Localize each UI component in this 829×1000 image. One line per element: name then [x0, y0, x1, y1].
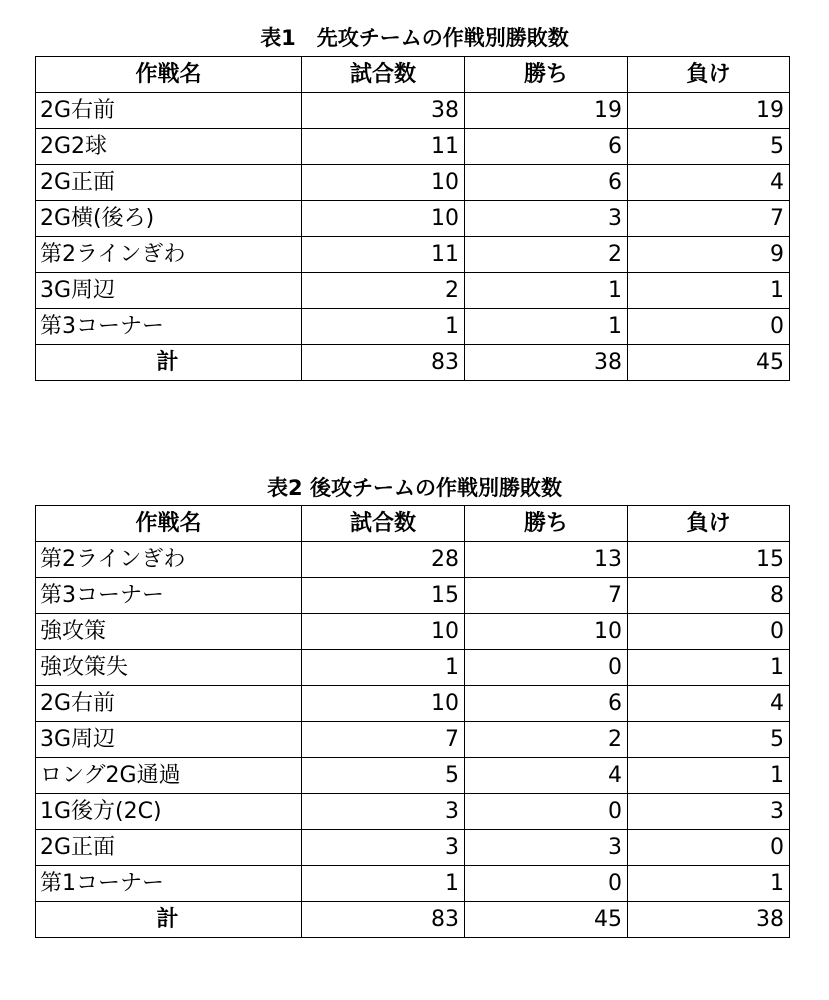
table-row — [36, 165, 790, 201]
strategy-cell: 2G右前 — [36, 686, 302, 722]
total-wins-cell: 38 — [465, 345, 628, 381]
total-wins-cell: 45 — [465, 902, 628, 938]
table-row — [36, 794, 790, 830]
games-cell: 10 — [302, 201, 465, 237]
wins-cell: 7 — [465, 578, 628, 614]
strategy-cell: 2G横(後ろ) — [36, 201, 302, 237]
table-row — [36, 93, 790, 129]
total-row — [36, 902, 790, 938]
games-cell: 3 — [302, 830, 465, 866]
losses-cell: 0 — [628, 830, 790, 866]
strategy-cell: 2G正面 — [36, 165, 302, 201]
losses-cell: 1 — [628, 273, 790, 309]
wins-cell: 1 — [465, 309, 628, 345]
header-games: 試合数 — [302, 506, 465, 542]
games-cell: 5 — [302, 758, 465, 794]
games-cell: 10 — [302, 686, 465, 722]
strategy-cell: 3G周辺 — [36, 273, 302, 309]
header-wins: 勝ち — [465, 506, 628, 542]
table-row — [36, 830, 790, 866]
wins-cell: 2 — [465, 237, 628, 273]
losses-cell: 4 — [628, 686, 790, 722]
strategy-cell: 強攻策失 — [36, 650, 302, 686]
strategy-cell: 第3コーナー — [36, 309, 302, 345]
table1-header-row — [36, 57, 790, 93]
wins-cell: 0 — [465, 650, 628, 686]
losses-cell: 19 — [628, 93, 790, 129]
table-row — [36, 722, 790, 758]
total-losses-cell: 38 — [628, 902, 790, 938]
wins-cell: 10 — [465, 614, 628, 650]
games-cell: 1 — [302, 866, 465, 902]
table-row — [36, 758, 790, 794]
losses-cell: 1 — [628, 650, 790, 686]
table-row — [36, 237, 790, 273]
games-cell: 11 — [302, 237, 465, 273]
losses-cell: 15 — [628, 542, 790, 578]
games-cell: 10 — [302, 614, 465, 650]
games-cell: 38 — [302, 93, 465, 129]
losses-cell: 5 — [628, 722, 790, 758]
strategy-cell: 第1コーナー — [36, 866, 302, 902]
wins-cell: 4 — [465, 758, 628, 794]
losses-cell: 8 — [628, 578, 790, 614]
losses-cell: 0 — [628, 614, 790, 650]
losses-cell: 9 — [628, 237, 790, 273]
table-row — [36, 686, 790, 722]
wins-cell: 0 — [465, 866, 628, 902]
wins-cell: 13 — [465, 542, 628, 578]
losses-cell: 3 — [628, 794, 790, 830]
wins-cell: 6 — [465, 686, 628, 722]
losses-cell: 1 — [628, 866, 790, 902]
losses-cell: 7 — [628, 201, 790, 237]
strategy-cell: 2G正面 — [36, 830, 302, 866]
strategy-cell: 第2ラインぎわ — [36, 237, 302, 273]
games-cell: 10 — [302, 165, 465, 201]
table1-caption: 表1 先攻チームの作戦別勝敗数 — [260, 26, 569, 50]
strategy-cell: 1G後方(2C) — [36, 794, 302, 830]
table1 — [35, 56, 790, 381]
losses-cell: 0 — [628, 309, 790, 345]
table-row — [36, 129, 790, 165]
wins-cell: 1 — [465, 273, 628, 309]
losses-cell: 4 — [628, 165, 790, 201]
header-strategy: 作戦名 — [36, 506, 302, 542]
losses-cell: 5 — [628, 129, 790, 165]
table-row — [36, 542, 790, 578]
strategy-cell: 2G2球 — [36, 129, 302, 165]
header-strategy: 作戦名 — [36, 57, 302, 93]
table2-header-row — [36, 506, 790, 542]
total-games-cell: 83 — [302, 345, 465, 381]
games-cell: 28 — [302, 542, 465, 578]
total-row — [36, 345, 790, 381]
table-row — [36, 273, 790, 309]
wins-cell: 2 — [465, 722, 628, 758]
strategy-cell: 3G周辺 — [36, 722, 302, 758]
table-row — [36, 614, 790, 650]
table-row — [36, 578, 790, 614]
header-wins: 勝ち — [465, 57, 628, 93]
strategy-cell: 強攻策 — [36, 614, 302, 650]
strategy-cell: 第2ラインぎわ — [36, 542, 302, 578]
table-row — [36, 201, 790, 237]
wins-cell: 19 — [465, 93, 628, 129]
games-cell: 11 — [302, 129, 465, 165]
table-row — [36, 866, 790, 902]
table-row — [36, 309, 790, 345]
wins-cell: 3 — [465, 201, 628, 237]
strategy-cell: ロング2G通過 — [36, 758, 302, 794]
table2-caption: 表2 後攻チームの作戦別勝敗数 — [267, 476, 562, 500]
header-losses: 負け — [628, 506, 790, 542]
losses-cell: 1 — [628, 758, 790, 794]
games-cell: 1 — [302, 650, 465, 686]
total-label: 計 — [36, 902, 302, 938]
header-games: 試合数 — [302, 57, 465, 93]
total-label: 計 — [36, 345, 302, 381]
total-games-cell: 83 — [302, 902, 465, 938]
strategy-cell: 第3コーナー — [36, 578, 302, 614]
wins-cell: 6 — [465, 129, 628, 165]
wins-cell: 0 — [465, 794, 628, 830]
header-losses: 負け — [628, 57, 790, 93]
strategy-cell: 2G右前 — [36, 93, 302, 129]
games-cell: 2 — [302, 273, 465, 309]
games-cell: 3 — [302, 794, 465, 830]
games-cell: 7 — [302, 722, 465, 758]
wins-cell: 3 — [465, 830, 628, 866]
total-losses-cell: 45 — [628, 345, 790, 381]
games-cell: 1 — [302, 309, 465, 345]
wins-cell: 6 — [465, 165, 628, 201]
games-cell: 15 — [302, 578, 465, 614]
table2 — [35, 505, 790, 938]
table-row — [36, 650, 790, 686]
